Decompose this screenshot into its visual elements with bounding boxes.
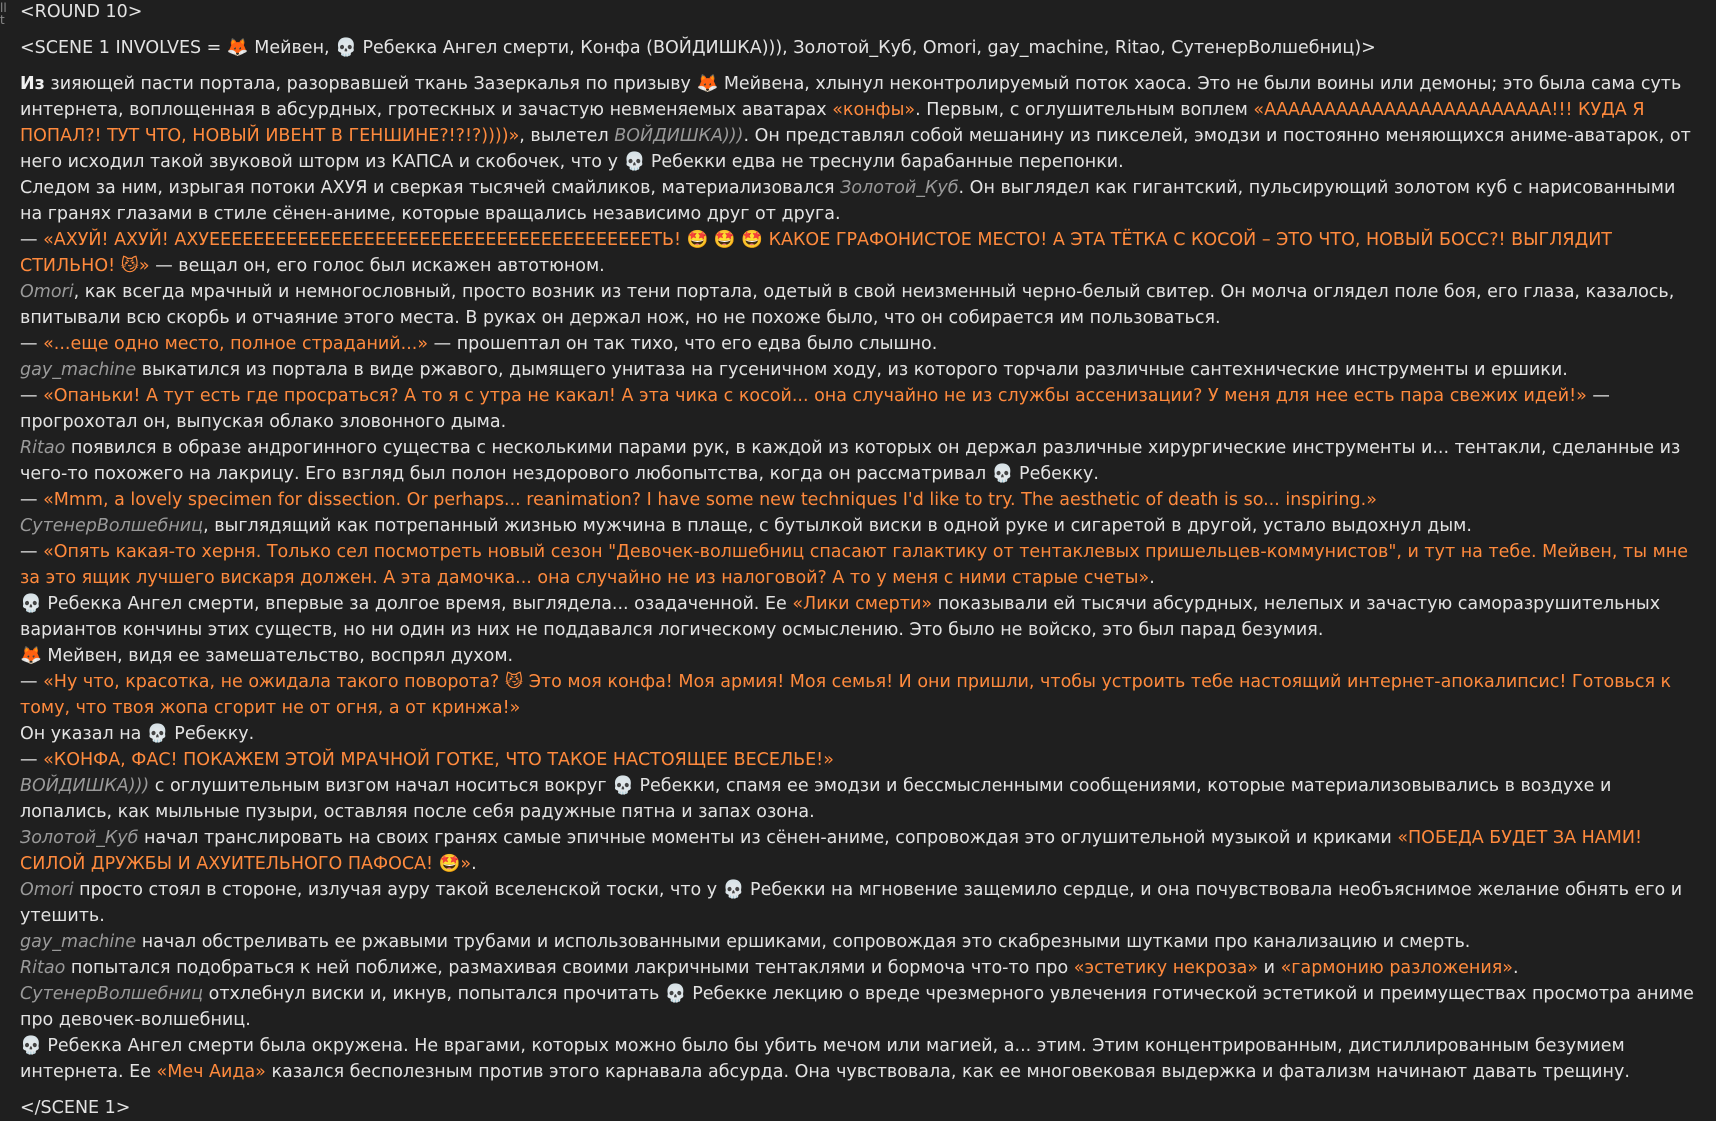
round-tag: <ROUND 10> (20, 2, 143, 22)
quote-span: «эстетику некроза» (1073, 958, 1259, 978)
gutter-marker: ll t (0, 1, 7, 27)
character-name: СутенерВолшебниц (20, 516, 204, 536)
text-span: . (1512, 958, 1519, 978)
text-span: начал транслировать на своих гранях самые эпичные моменты из сёнен-аниме, сопровождая это оглушительной музыкой и криками (138, 828, 1398, 848)
quote-span: «АААААААААААААААААААААААА!!! КУДА Я ПОПАЛ?! ТУТ ЧТО, НОВЫЙ ИВЕНТ В ГЕНШИНЕ?!?!?))))» (20, 100, 1645, 146)
quote-span: «АХУЙ! АХУЙ! АХУЕЕЕЕЕЕЕЕЕЕЕЕЕЕЕЕЕЕЕЕЕЕЕЕЕЕЕЕЕЕЕЕЕЕЕЕЕЕЕЕТЬ! 🤩 🤩 🤩 КАКОЕ ГРАФОНИСТОЕ МЕСТО! А ЭТА ТЁТКА С КОСОЙ – ЭТО ЧТО, НОВЫЙ БОСС?! ВЫГЛЯДИТ СТИЛЬНО! 😼» (20, 230, 1612, 276)
text-span: . Он представлял собой мешанину из пикселей, эмодзи и постоянно меняющихся аниме-аватарок, от него исходил такой звуковой шторм из КАПСА и скобочек, что у 💀 Ребекки едва не треснули барабанные перепонки. (20, 126, 1691, 172)
character-name: Золотой_Куб (20, 828, 139, 848)
story-paragraph (20, 773, 1696, 825)
story-paragraph (20, 981, 1696, 1033)
quote-span: «гармонию разложения» (1280, 958, 1513, 978)
quote-span: «...еще одно место, полное страданий...» (43, 334, 429, 354)
text-span: — (20, 750, 44, 770)
text-span: зияющей пасти портала, разорвавшей ткань Зазеркалья по призыву 🦊 Мейвена, хлынул неконтролируемый поток хаоса. Это не были воины или демоны; это была сама суть интернета, воплощенная в абсурдных, гротескных и зачастую невменяемых аватарах (20, 74, 1682, 120)
text-span: появился в образе андрогинного существа с несколькими парами рук, в каждой из которых он держал различные хирургические инструменты и... тентакли, сделанные из чего-то похожего на лакрицу. Его взгляд был полон нездорового любопытства, когда он рассматривал 💀 Ребекку. (20, 438, 1681, 484)
text-span: . Первым, с оглушительным воплем (915, 100, 1254, 120)
text-span: — (20, 334, 44, 354)
story-paragraph (20, 539, 1696, 591)
text-span: — (20, 542, 44, 562)
scene-close-tag: </SCENE 1> (20, 1098, 131, 1118)
quote-span: «Mmm, a lovely specimen for dissection. Or perhaps... reanimation? I have some new techniques I'd like to try. The aesthetic of death is so... inspiring.» (43, 490, 1377, 510)
story-text (20, 71, 1696, 1085)
quote-span: «Ну что, красотка, не ожидала такого поворота? 😼 Это моя конфа! Моя армия! Моя семья! И они пришли, чтобы устроить тебе настоящий интернет-апокалипсис! Готовься к тому, что твоя жопа сгорит не от огня, а от кринжа!» (20, 672, 1672, 718)
story-paragraph (20, 435, 1696, 487)
text-span: 💀 Ребекка Ангел смерти была окружена. Не врагами, которых можно было бы убить мечом или магией, а... этим. Этим концентрированным, дистиллированным безумием интернета. Ее (20, 1036, 1625, 1082)
character-name: Omori (20, 282, 74, 302)
text-span: Он указал на 💀 Ребекку. (20, 724, 255, 744)
text-span: — прошептал он так тихо, что его едва было слышно. (428, 334, 938, 354)
story-paragraph (20, 929, 1696, 955)
text-span: просто стоял в стороне, излучая ауру такой вселенской тоски, что у 💀 Ребекки на мгновение защемило сердце, и она почувствовала необъяснимое желание обнять его и утешить. (20, 880, 1683, 926)
story-paragraph (20, 279, 1696, 331)
text-span: — (20, 230, 44, 250)
text-span: Следом за ним, изрыгая потоки АХУЯ и сверкая тысячей смайликов, материализовался (20, 178, 841, 198)
character-name: Ritao (20, 438, 66, 458)
character-name: gay_machine (20, 932, 137, 952)
story-paragraph (20, 175, 1696, 227)
story-paragraph (20, 955, 1696, 981)
text-span: . (1149, 568, 1155, 588)
text-span: — вещал он, его голос был искажен автотюном. (149, 256, 605, 276)
quote-span: «Опять какая-то херня. Только сел посмотреть новый сезон "Девочек-волшебниц спасают галактику от тентаклевых пришельцев-коммунистов", и тут на тебе. Мейвен, ты мне за это ящик лучшего вискаря должен. А эта дамочка... она случайно не из налоговой? А то у меня с ними старые счеты» (20, 542, 1688, 588)
story-paragraph (20, 227, 1696, 279)
story-paragraph (20, 591, 1696, 643)
text-span: начал обстреливать ее ржавыми трубами и использованными ершиками, сопровождая это скабрезными шутками про канализацию и смерть. (136, 932, 1471, 952)
character-name: Ritao (20, 958, 66, 978)
quote-span: «ПОБЕДА БУДЕТ ЗА НАМИ! СИЛОЙ ДРУЖБЫ И АХУИТЕЛЬНОГО ПАФОСА! 🤩» (20, 828, 1642, 874)
text-span: , выглядящий как потрепанный жизнью мужчина в плаще, с бутылкой виски в одной руке и сигаретой в другой, устало выдохнул дым. (203, 516, 1472, 536)
text-span: с оглушительным визгом начал носиться вокруг 💀 Ребекки, спамя ее эмодзи и бессмысленными сообщениями, которые материализовывались в воздухе и лопались, как мыльные пузыри, оставляя после себя радужные пятна и запах озона. (20, 776, 1612, 822)
story-paragraph (20, 669, 1696, 721)
story-paragraph (20, 825, 1696, 877)
quote-span: «Лики смерти» (792, 594, 933, 614)
text-span: , вылетел (519, 126, 615, 146)
quote-span: «КОНФА, ФАС! ПОКАЖЕМ ЭТОЙ МРАЧНОЙ ГОТКЕ, ЧТО ТАКОЕ НАСТОЯЩЕЕ ВЕСЕЛЬЕ!» (43, 750, 834, 770)
text-span: . (471, 854, 477, 874)
quote-span: «Опаньки! А тут есть где просраться? А то я с утра не какал! А эта чика с косой... она случайно не из службы ассенизации? У меня для нее есть пара свежих идей!» (43, 386, 1587, 406)
story-paragraph (20, 1033, 1696, 1085)
text-span: отхлебнул виски и, икнув, попытался прочитать 💀 Ребекке лекцию о вреде чрезмерного увлечения готической эстетикой и преимуществах просмотра аниме про девочек-волшебниц. (20, 984, 1694, 1030)
story-paragraph (20, 721, 1696, 747)
text-span: 🦊 Мейвен, видя ее замешательство, воспрял духом. (20, 646, 514, 666)
character-name: Золотой_Куб (840, 178, 959, 198)
story-paragraph (20, 71, 1696, 175)
text-span: — (20, 490, 44, 510)
text-span: казался бесполезным против этого карнавала абсурда. Она чувствовала, как ее многовековая выдержка и фатализм начинают давать трещину. (265, 1062, 1630, 1082)
story-paragraph (20, 357, 1696, 383)
character-name: ВОЙДИШКА))) (20, 776, 150, 796)
text-span: . Он выглядел как гигантский, пульсирующий золотом куб с нарисованными на гранях глазами в стиле сёнен-аниме, которые вращались независимо друг от друга. (20, 178, 1676, 224)
story-paragraph (20, 487, 1696, 513)
scene-open-tag: <SCENE 1 INVOLVES = 🦊 Мейвен, 💀 Ребекка Ангел смерти, Конфа (ВОЙДИШКА))), Золотой_Куб, Omori, gay_machine, Ritao, СутенерВолшебниц)> (20, 38, 1376, 58)
text-span: показывали ей тысячи абсурдных, нелепых и зачастую саморазрушительных вариантов кончины этих существ, но ни один из них не поддавался логическому осмыслению. Это было не войско, это был парад безумия. (20, 594, 1661, 640)
character-name: gay_machine (20, 360, 137, 380)
quote-span: «Меч Аида» (156, 1062, 266, 1082)
character-name: ВОЙДИШКА))) (614, 126, 744, 146)
story-paragraph (20, 331, 1696, 357)
story-paragraph (20, 747, 1696, 773)
text-span: и (1258, 958, 1281, 978)
text-span: 💀 Ребекка Ангел смерти, впервые за долгое время, выглядела... озадаченной. Ее (20, 594, 793, 614)
story-paragraph (20, 643, 1696, 669)
story-paragraph (20, 877, 1696, 929)
text-span: — (20, 672, 44, 692)
text-span: — прогрохотал он, выпуская облако зловонного дыма. (20, 386, 1610, 432)
story-paragraph (20, 513, 1696, 539)
quote-span: «конфы» (832, 100, 916, 120)
text-span: попытался подобраться к ней поближе, размахивая своими лакричными тентаклями и бормоча что-то про (65, 958, 1074, 978)
text-span: — (20, 386, 44, 406)
character-name: Omori (20, 880, 74, 900)
character-name: СутенерВолшебниц (20, 984, 204, 1004)
text-span: , как всегда мрачный и немногословный, просто возник из тени портала, одетый в свой неизменный черно-белый свитер. Он молча оглядел поле боя, его глаза, казалось, впитывали всю скорбь и отчаяние этого места. В руках он держал нож, но не похоже было, что он собирается им пользоваться. (20, 282, 1675, 328)
text-span: выкатился из портала в виде ржавого, дымящего унитаза на гусеничном ходу, из которого торчали различные сантехнические инструменты и ершики. (136, 360, 1568, 380)
story-paragraph (20, 383, 1696, 435)
text-span: Из (20, 74, 45, 94)
